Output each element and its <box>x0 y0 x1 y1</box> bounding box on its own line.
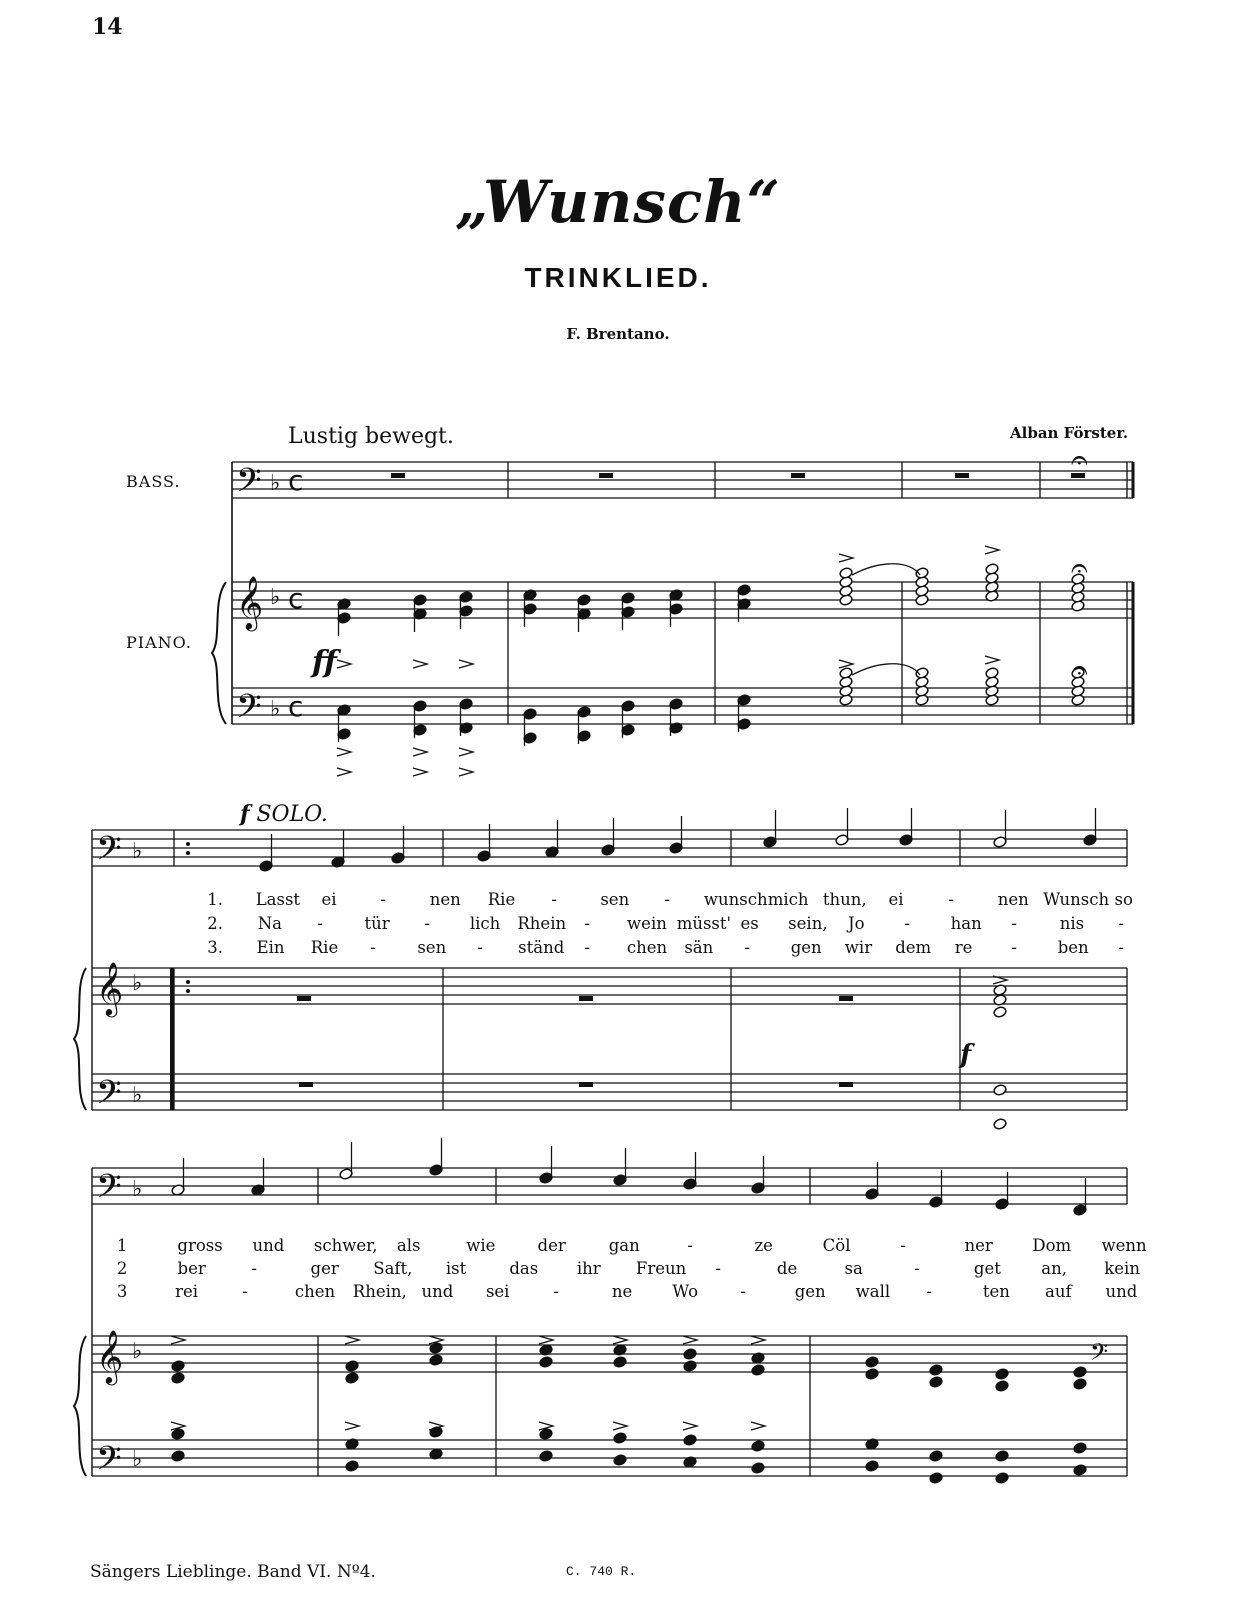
lyric-syllable: Rhein, <box>352 1282 407 1301</box>
lyric-syllable: sei <box>485 1282 510 1301</box>
lyric-syllable: rei <box>175 1282 199 1301</box>
bass-clef-icon: 𝄢 <box>96 1168 122 1214</box>
note-head <box>993 1084 1007 1097</box>
bass-clef-icon: 𝄢 <box>96 830 122 876</box>
accent-mark <box>337 768 351 776</box>
note-head <box>613 1454 627 1467</box>
lyric-syllable: - <box>380 890 386 909</box>
note-head <box>171 1360 185 1373</box>
lyric-syllable: nis <box>1059 914 1085 933</box>
note-head <box>345 1372 359 1385</box>
lyric-syllable: sen <box>417 938 447 957</box>
repeat-dot <box>186 842 190 846</box>
flat-icon: ♭ <box>132 971 143 996</box>
lyric-syllable: 1 <box>116 1236 128 1255</box>
accent-mark <box>459 660 473 668</box>
note-head <box>613 1356 627 1369</box>
note-head <box>993 1118 1007 1131</box>
lyric-syllable: mich <box>767 890 809 909</box>
accent-mark <box>751 1422 765 1430</box>
note-head <box>1073 1442 1087 1455</box>
piano-brace <box>74 1336 86 1476</box>
lyric-syllable: ze <box>754 1236 773 1255</box>
lyric-syllable: sän <box>684 938 714 957</box>
lyric-syllable: - <box>551 890 557 909</box>
note-head <box>995 1472 1009 1485</box>
repeat-dot <box>186 980 190 984</box>
accent-mark <box>413 660 427 668</box>
fermata-icon: 𝄐 <box>1071 653 1088 688</box>
whole-rest <box>579 996 593 1001</box>
common-time-icon: c <box>288 690 304 723</box>
note-head <box>683 1360 697 1373</box>
lyric-syllable: - <box>477 938 483 957</box>
lyric-syllable: re <box>954 938 973 957</box>
note-head <box>985 563 999 576</box>
treble-clef-icon: 𝄞 <box>96 961 124 1015</box>
note-head <box>995 1368 1009 1381</box>
accent-mark <box>413 748 427 756</box>
note-head <box>915 567 929 580</box>
whole-rest <box>297 996 311 1001</box>
lyric-syllable: - <box>664 890 670 909</box>
flat-icon: ♭ <box>270 471 281 496</box>
note-head <box>751 1462 765 1475</box>
lyric-syllable: sein, <box>788 914 828 933</box>
note-head <box>1073 1464 1087 1477</box>
lyric-syllable: - <box>424 914 430 933</box>
lyric-syllable: nen <box>997 890 1029 909</box>
note-head <box>865 1460 879 1473</box>
dynamic-fortissimo: ff <box>312 645 337 680</box>
dynamic-forte-solo: f <box>240 801 250 827</box>
lyric-syllable: 2. <box>207 914 224 933</box>
lyric-syllable: de <box>776 1259 798 1278</box>
footer-collection: Sängers Lieblinge. Band VI. Nº4. <box>90 1562 376 1582</box>
lyric-syllable: chen <box>626 938 668 957</box>
whole-rest <box>839 1082 853 1087</box>
note-head <box>539 1356 553 1369</box>
bass-clef-icon: 𝄢 <box>96 1440 122 1486</box>
flat-icon: ♭ <box>270 697 281 722</box>
lyric-syllable: wenn <box>1101 1236 1147 1255</box>
lyric-syllable: 1. <box>207 890 224 909</box>
lyric-syllable: - <box>900 1236 906 1255</box>
repeat-dot <box>186 851 190 855</box>
lyric-syllable: schwer, <box>313 1236 378 1255</box>
lyric-syllable: ei <box>321 890 337 909</box>
note-head <box>929 1472 943 1485</box>
note-head <box>865 1368 879 1381</box>
accent-mark <box>459 768 473 776</box>
note-head <box>995 1450 1009 1463</box>
lyric-syllable: ner <box>964 1236 993 1255</box>
lyric-syllable: gan <box>608 1236 640 1255</box>
lyric-syllable: - <box>744 938 750 957</box>
bass-part-label: BASS. <box>126 472 181 491</box>
song-subtitle: TRINKLIED. <box>524 262 712 293</box>
lyric-syllable: - <box>242 1282 248 1301</box>
poet-credit: F. Brentano. <box>566 325 670 343</box>
note-head <box>929 1376 943 1389</box>
lyric-syllable: 3. <box>207 938 224 957</box>
accent-mark <box>985 656 999 664</box>
lyric-syllable: wie <box>466 1236 496 1255</box>
note-head <box>915 667 929 680</box>
lyric-syllable: Na <box>257 914 282 933</box>
lyric-syllable: - <box>317 914 323 933</box>
bass-clef-icon: 𝄢 <box>96 1074 122 1120</box>
lyric-syllable: ne <box>611 1282 633 1301</box>
lyric-syllable: Saft, <box>373 1259 413 1278</box>
lyric-syllable: Dom <box>1032 1236 1072 1255</box>
accent-mark <box>839 554 853 562</box>
accent-mark <box>839 660 853 668</box>
whole-rest <box>839 996 853 1001</box>
accent-mark <box>337 748 351 756</box>
lyric-syllable: wunsch <box>703 890 768 909</box>
note-head <box>683 1434 697 1447</box>
accent-mark <box>345 1422 359 1430</box>
lyric-syllable: es <box>740 914 759 933</box>
lyric-syllable: - <box>553 1282 559 1301</box>
lyric-syllable: als <box>396 1236 421 1255</box>
whole-rest <box>791 473 805 478</box>
tie <box>852 564 920 575</box>
accent-mark <box>985 546 999 554</box>
lyric-syllable: - <box>914 1259 920 1278</box>
fermata-icon: 𝄐 <box>1071 551 1088 586</box>
page-number: 14 <box>92 14 123 40</box>
note-head <box>929 1450 943 1463</box>
note-head <box>839 567 853 580</box>
lyric-syllable: gross <box>177 1236 223 1255</box>
note-head <box>995 1380 1009 1393</box>
lyric-syllable: - <box>1118 914 1124 933</box>
whole-rest <box>599 473 613 478</box>
lyric-syllable: 2 <box>116 1259 128 1278</box>
lyric-syllable: - <box>251 1259 257 1278</box>
note-head <box>683 1348 697 1361</box>
flat-icon: ♭ <box>132 1339 143 1364</box>
lyric-syllable: tür <box>364 914 390 933</box>
lyric-syllable: müsst' <box>676 914 732 933</box>
note-head <box>613 1432 627 1445</box>
note-head <box>1073 1366 1087 1379</box>
lyric-syllable: - <box>926 1282 932 1301</box>
whole-rest <box>391 473 405 478</box>
lyric-syllable: gen <box>794 1282 826 1301</box>
lyric-syllable: wein <box>627 914 667 933</box>
note-head <box>993 1006 1007 1019</box>
tempo-marking: Lustig bewegt. <box>288 424 454 449</box>
lyric-syllable: ber <box>177 1259 206 1278</box>
lyric-syllable: auf <box>1045 1282 1072 1301</box>
accent-mark <box>683 1336 697 1344</box>
dynamic-forte-piano: f <box>960 1040 972 1070</box>
accent-mark <box>751 1336 765 1344</box>
accent-mark <box>683 1422 697 1430</box>
piano-brace <box>212 582 226 724</box>
lyric-syllable: ben <box>1057 938 1089 957</box>
lyric-syllable: Ein <box>256 938 285 957</box>
lyric-syllable: das <box>509 1259 539 1278</box>
lyric-syllable: - <box>740 1282 746 1301</box>
lyric-syllable: wall <box>855 1282 891 1301</box>
lyric-syllable: kein <box>1104 1259 1140 1278</box>
composer-credit: Alban Förster. <box>1010 424 1129 442</box>
common-time-icon: c <box>288 582 304 615</box>
lyric-syllable: - <box>948 890 954 909</box>
lyric-syllable: sen <box>600 890 630 909</box>
lyric-syllable: Rie <box>487 890 516 909</box>
lyric-syllable: thun, <box>822 890 867 909</box>
lyric-syllable: wir <box>844 938 873 957</box>
accent-mark <box>539 1336 553 1344</box>
lyric-syllable: nen <box>429 890 461 909</box>
lyric-syllable: an, <box>1041 1259 1068 1278</box>
lyric-syllable: so <box>1114 890 1133 909</box>
lyric-syllable: - <box>687 1236 693 1255</box>
flat-icon: ♭ <box>132 1083 143 1108</box>
lyric-syllable: ten <box>982 1282 1010 1301</box>
accent-mark <box>413 768 427 776</box>
lyric-syllable: und <box>1105 1282 1138 1301</box>
accent-mark <box>613 1336 627 1344</box>
lyric-syllable: der <box>537 1236 566 1255</box>
lyric-syllable: ständ <box>518 938 565 957</box>
lyric-syllable: - <box>584 914 590 933</box>
lyric-syllable: - <box>715 1259 721 1278</box>
treble-clef-icon: 𝄞 <box>96 1329 124 1383</box>
footer-plate-number: C. 740 R. <box>566 1564 637 1579</box>
lyric-syllable: gen <box>790 938 822 957</box>
flat-icon: ♭ <box>132 1177 143 1202</box>
note-head <box>345 1460 359 1473</box>
accent-mark <box>459 748 473 756</box>
piano-brace <box>74 968 86 1110</box>
bass-clef-icon: 𝄢 <box>236 462 262 508</box>
bass-clef-change-icon: 𝄢 <box>1090 1338 1109 1371</box>
accent-mark <box>345 1336 359 1344</box>
note-head <box>839 667 853 680</box>
note-head <box>985 667 999 680</box>
lyric-syllable: Jo <box>848 914 865 933</box>
accent-mark <box>337 660 351 668</box>
lyric-syllable: Rie <box>310 938 339 957</box>
whole-rest <box>579 1082 593 1087</box>
lyric-syllable: - <box>584 938 590 957</box>
lyric-syllable: - <box>1011 938 1017 957</box>
lyric-syllable: ist <box>445 1259 467 1278</box>
note-head <box>539 1450 553 1463</box>
lyric-syllable: lich <box>469 914 501 933</box>
lyric-syllable: Lasst <box>255 890 301 909</box>
note-head <box>751 1364 765 1377</box>
note-head <box>171 1372 185 1385</box>
lyric-syllable: - <box>370 938 376 957</box>
treble-clef-icon: 𝄞 <box>236 575 264 629</box>
lyric-syllable: und <box>421 1282 454 1301</box>
whole-rest <box>955 473 969 478</box>
lyric-syllable: ei <box>888 890 904 909</box>
flat-icon: ♭ <box>132 839 143 864</box>
lyric-syllable: chen <box>294 1282 336 1301</box>
lyric-syllable: - <box>1118 938 1124 957</box>
lyric-syllable: han <box>950 914 982 933</box>
lyric-syllable: ger <box>310 1259 339 1278</box>
solo-label: SOLO. <box>256 802 328 827</box>
repeat-dot <box>186 989 190 993</box>
note-head <box>171 1450 185 1463</box>
flat-icon: ♭ <box>270 585 281 610</box>
lyric-syllable: Freun <box>635 1259 687 1278</box>
whole-rest <box>299 1082 313 1087</box>
note-head <box>751 1440 765 1453</box>
note-head <box>1073 1378 1087 1391</box>
fermata-icon: 𝄐 <box>1071 443 1088 478</box>
common-time-icon: c <box>288 464 304 497</box>
note-head <box>929 1364 943 1377</box>
note-head <box>429 1354 443 1367</box>
lyric-syllable: 3 <box>116 1282 128 1301</box>
lyric-syllable: Rhein <box>517 914 567 933</box>
lyric-syllable: Cöl <box>822 1236 851 1255</box>
lyric-syllable: Wo <box>672 1282 699 1301</box>
note-head <box>345 1360 359 1373</box>
lyric-syllable: get <box>973 1259 1001 1278</box>
flat-icon: ♭ <box>132 1447 143 1472</box>
lyric-syllable: ihr <box>576 1259 601 1278</box>
lyric-syllable: dem <box>895 938 932 957</box>
song-title: „Wunsch“ <box>455 168 781 236</box>
note-head <box>865 1356 879 1369</box>
lyric-syllable: Wunsch <box>1043 890 1110 909</box>
lyric-syllable: - <box>1011 914 1017 933</box>
accent-mark <box>613 1422 627 1430</box>
lyric-syllable: sa <box>844 1259 863 1278</box>
accent-mark <box>171 1336 185 1344</box>
tie <box>852 664 920 675</box>
bass-clef-icon: 𝄢 <box>236 688 262 734</box>
lyric-syllable: und <box>252 1236 285 1255</box>
lyric-syllable: - <box>904 914 910 933</box>
piano-part-label: PIANO. <box>126 633 192 652</box>
